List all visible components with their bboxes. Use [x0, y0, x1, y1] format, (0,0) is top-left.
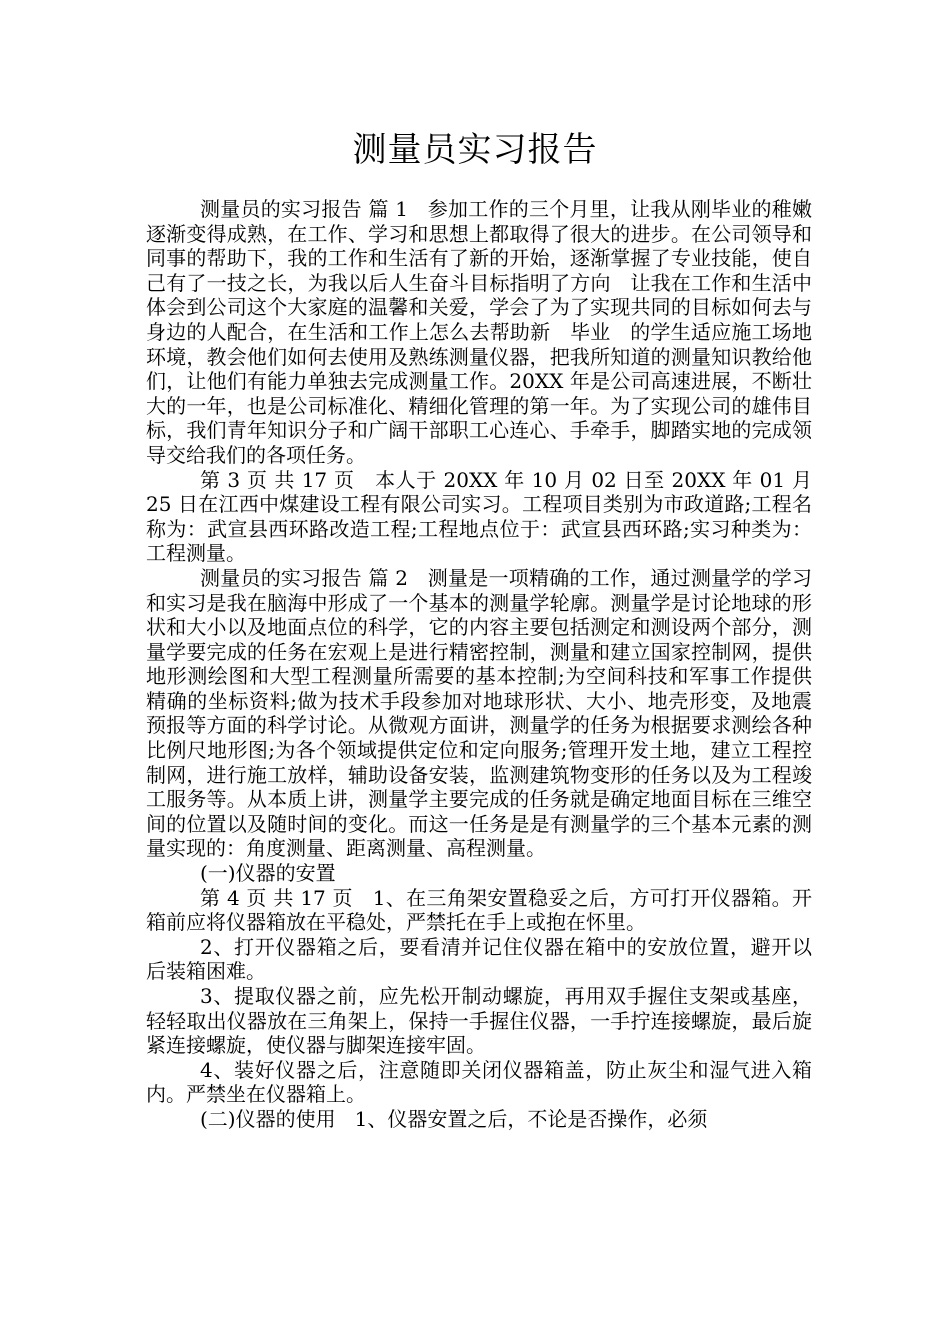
document-title: 测量员实习报告 — [352, 130, 598, 170]
paragraph-instrument-use: (二)仪器的使用 1、仪器安置之后，不论是否操作，必须 — [200, 1106, 708, 1131]
paragraph-setup-step-3: 3、提取仪器之前，应先松开制动螺旋，再用双手握住支架或基座，轻轻取出仪器放在三角架上，保持一手握住仪器，一手拧连接螺旋，最后旋紧连接螺旋，使仪器与脚架连接牢固。 — [146, 984, 812, 1058]
paragraph-internship-info: 第 3 页 共 17 页 本人于 20XX 年 10 月 02 日至 20XX 年 01 月 25 日在江西中煤建设工程有限公司实习。工程项目类别为市政道路;工程名称为：武宣县西环路改造工程;工程地点位于：武宣县西环路;实习种类为：工程测量。 — [146, 467, 819, 566]
paragraph-setup-step-1: 第 4 页 共 17 页 1、在三角架安置稳妥之后，方可打开仪器箱。开箱前应将仪器箱放在平稳处，严禁托在手上或抱在怀里。 — [146, 885, 812, 935]
paragraph-report-2: 测量员的实习报告 篇 2 测量是一项精确的工作，通过测量学的学习和实习是我在脑海中形成了一个基本的测量学轮廓。测量学是讨论地球的形状和大小以及地面点位的科学，它的内容主要包括测定和测设两个部分，测量学要完成的任务在宏观上是进行精密控制，测量和建立国家控制网，提供地形测绘图和大型工程测量所需要的基本控制;为空间科技和军事工作提供精确的坐标资料;做为技术手段参加对地球形状、大小、地壳形变，及地震预报等方面的科学讨论。从微观方面讲，测量学的任务为根据要求测绘各种比例尺地形图;为各个领域提供定位和定向服务;管理开发土地，建立工程控制网，进行施工放样，辅助设备安装，监测建筑物变形的任务以及为工程竣工服务等。从本质上讲，测量学主要完成的任务就是确定地面目标在三维空间的位置以及随时间的变化。而这一任务是是有测量学的三个基本元素的测量实现的：角度测量、距离测量、高程测量。 — [146, 565, 812, 861]
document-body — [146, 197, 819, 1132]
paragraph-report-1: 测量员的实习报告 篇 1 参加工作的三个月里，让我从刚毕业的稚嫩逐渐变得成熟，在工作、学习和思想上都取得了很大的进步。在公司领导和同事的帮助下，我的工作和生活有了新的开始，逐渐掌握了专业技能，使自己有了一技之长，为我以后人生奋斗目标指明了方向 让我在工作和生活中体会到公司这个大家庭的温馨和关爱，学会了为了实现共同的目标如何去与身边的人配合，在生活和工作上怎么去帮助新 毕业 的学生适应施工场地环境，教会他们如何去使用及熟练测量仪器，把我所知道的测量知识教给他们，让他们有能力单独去完成测量工作。20XX 年是公司高速进展，不断壮大的一年，也是公司标准化、精细化管理的第一年。为了实现公司的雄伟目标，我们青年知识分子和广阔干部职工心连心、手牵手，脚踏实地的完成领导交给我们的各项任务。 — [146, 197, 812, 467]
section-heading-instrument-setup: (一)仪器的安置 — [200, 861, 336, 886]
paragraph-setup-step-4: 4、装好仪器之后，注意随即关闭仪器箱盖，防止灰尘和湿气进入箱内。严禁坐在仪器箱上。 — [146, 1057, 812, 1107]
paragraph-setup-step-2: 2、打开仪器箱之后，要看清并记住仪器在箱中的安放位置，避开以后装箱困难。 — [146, 934, 812, 984]
